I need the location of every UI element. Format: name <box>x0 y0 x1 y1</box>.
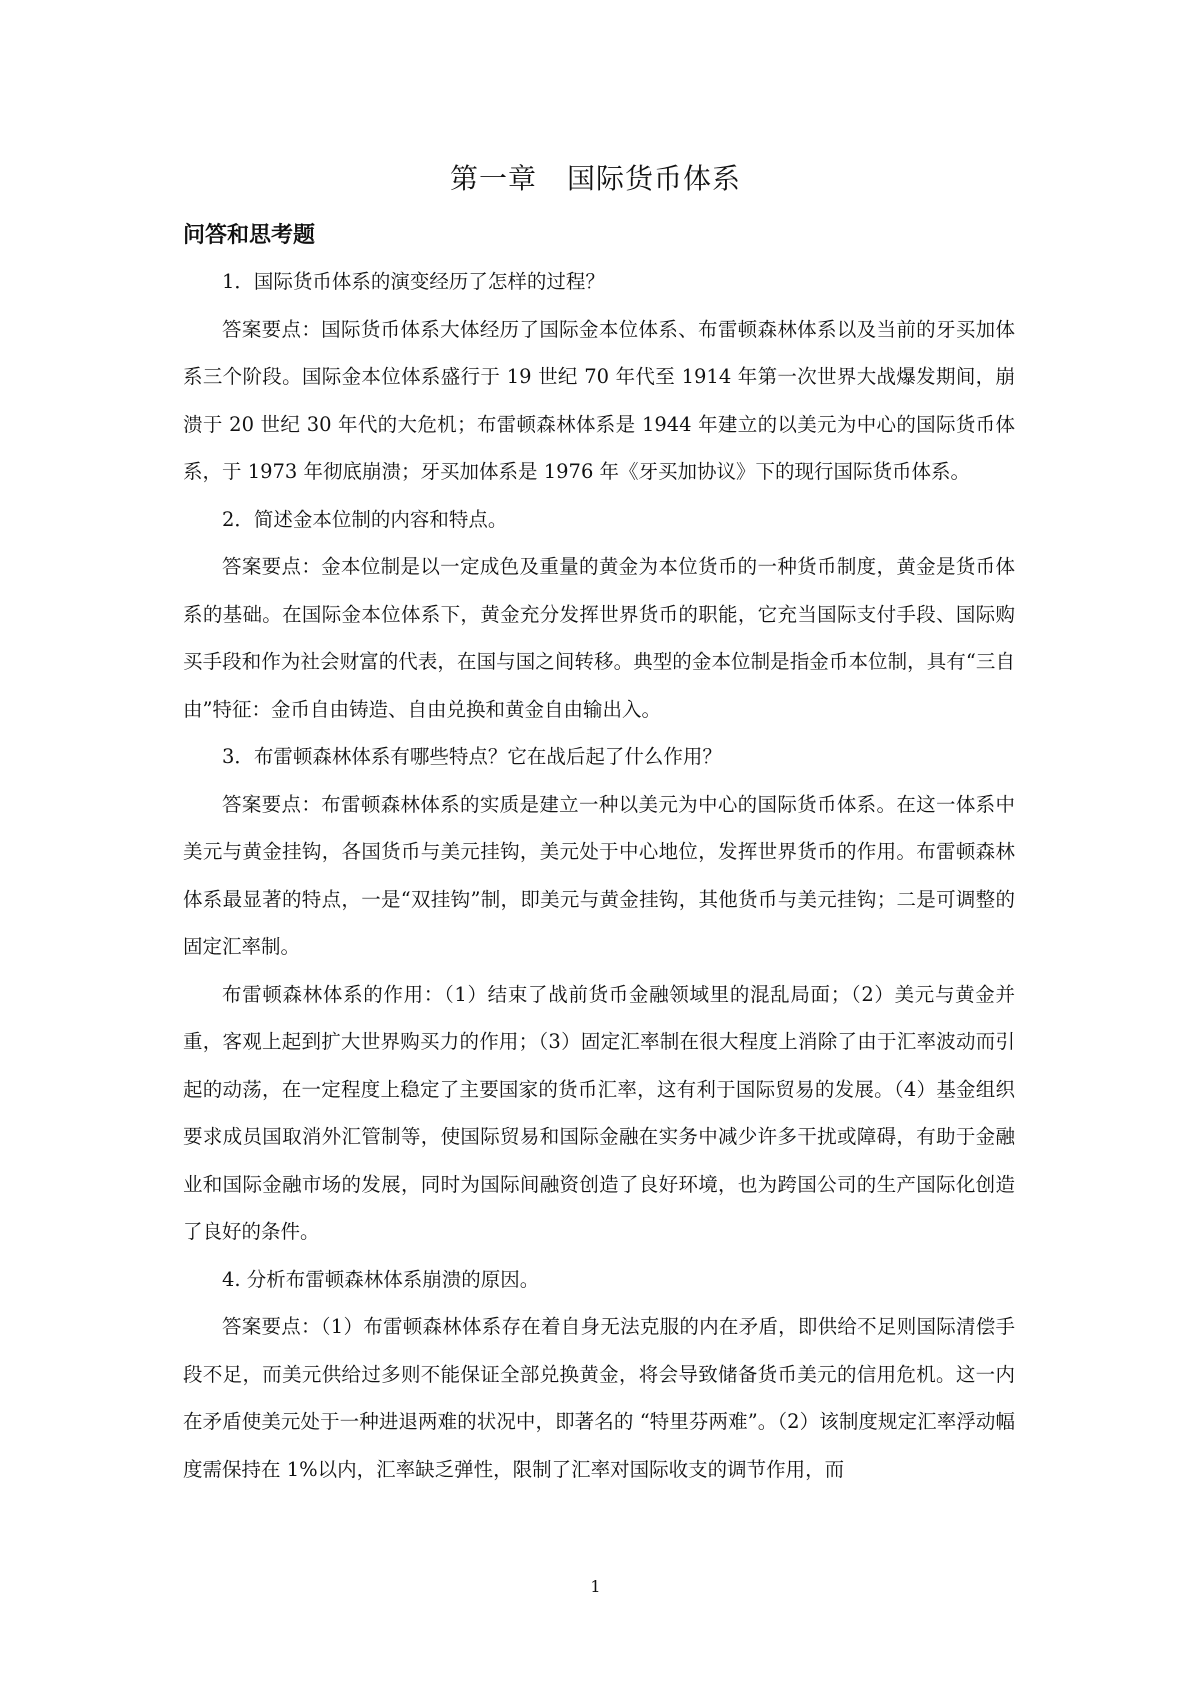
chapter-number: 第一章 <box>449 162 537 195</box>
answer-3-roles: 布雷顿森林体系的作用：（1）结束了战前货币金融领域里的混乱局面；（2）美元与黄金并重，客观上起到扩大世界购买力的作用；（3）固定汇率制在很大程度上消除了由于汇率波动而引起的动荡，在一定程度上稳定了主要国家的货币汇率，这有利于国际贸易的发展。（4）基金组织要求成员国取消外汇管制等，使国际贸易和国际金融在实务中减少许多干扰或障碍，有助于金融业和国际金融市场的发展，同时为国际间融资创造了良好环境，也为跨国公司的生产国际化创造了良好的条件。 <box>183 982 1015 1243</box>
question-4: 4. 分析布雷顿森林体系崩溃的原因。 <box>222 1267 540 1291</box>
page-number: 1 <box>590 1577 601 1596</box>
answer-1: 答案要点：国际货币体系大体经历了国际金本位体系、布雷顿森林体系以及当前的牙买加体系三个阶段。国际金本位体系盛行于 19 世纪 70 年代至 1914 年第一次世界大战爆发期间，崩溃于 20 世纪 30 年代的大危机；布雷顿森林体系是 1944 年建立的以美元为中心的国际货币体系，于 1973 年彻底崩溃；牙买加体系是 1976 年《牙买加协议》下的现行国际货币体系。 <box>183 317 1015 483</box>
answer-3: 答案要点：布雷顿森林体系的实质是建立一种以美元为中心的国际货币体系。在这一体系中美元与黄金挂钩，各国货币与美元挂钩，美元处于中心地位，发挥世界货币的作用。布雷顿森林体系最显著的特点，一是“双挂钩”制，即美元与黄金挂钩，其他货币与美元挂钩；二是可调整的固定汇率制。 <box>183 792 1015 958</box>
answer-2: 答案要点：金本位制是以一定成色及重量的黄金为本位货币的一种货币制度，黄金是货币体系的基础。在国际金本位体系下，黄金充分发挥世界货币的职能，它充当国际支付手段、国际购买手段和作为社会财富的代表，在国与国之间转移。典型的金本位制是指金币本位制，具有“三自由”特征：金币自由铸造、自由兑换和黄金自由输出入。 <box>183 555 1015 721</box>
question-2: 2．简述金本位制的内容和特点。 <box>222 507 508 531</box>
chapter-title <box>0 157 1191 197</box>
section-heading: 问答和思考题 <box>183 223 316 248</box>
question-3: 3．布雷顿森林体系有哪些特点？它在战后起了什么作用？ <box>222 745 722 768</box>
chapter-name: 国际货币体系 <box>567 162 742 195</box>
answer-4: 答案要点：（1）布雷顿森林体系存在着自身无法克服的内在矛盾，即供给不足则国际清偿手段不足，而美元供给过多则不能保证全部兑换黄金，将会导致储备货币美元的信用危机。这一内在矛盾使美元处于一种进退两难的状况中，即著名的 “特里芬两难”。（2）该制度规定汇率浮动幅度需保持在 1%以内，汇率缺乏弹性，限制了汇率对国际收支的调节作用，而 <box>183 1315 1015 1481</box>
body-text <box>183 258 1015 1493</box>
question-1: 1．国际货币体系的演变经历了怎样的过程？ <box>222 270 605 293</box>
